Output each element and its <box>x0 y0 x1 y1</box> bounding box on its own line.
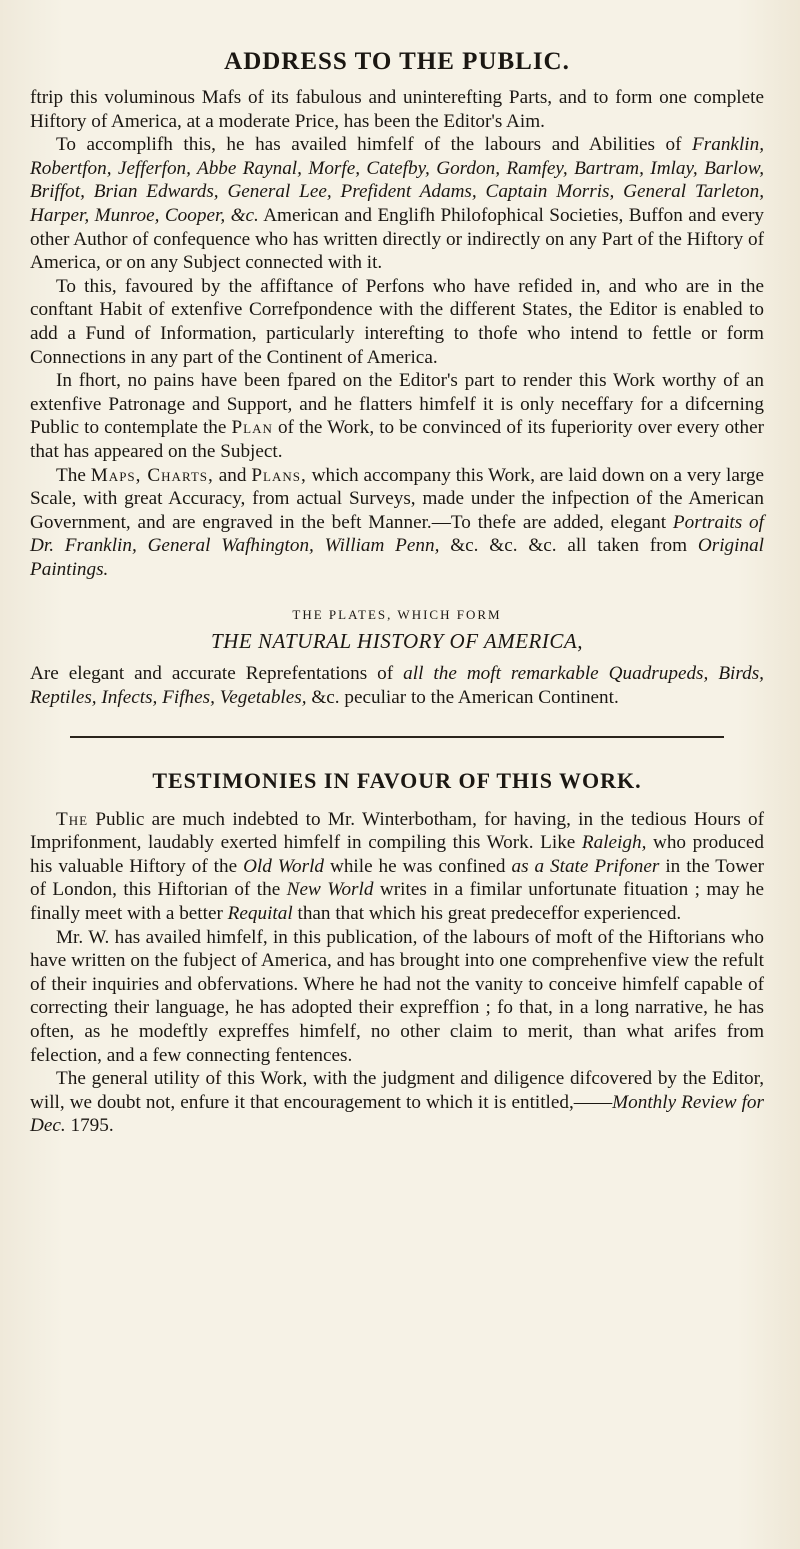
review-year: 1795. <box>65 1115 114 1137</box>
review-source: Monthly Review for Dec. <box>30 1091 764 1137</box>
plan-term: Plan <box>231 417 273 439</box>
testimony-p3-text-a: The general utility of this Work, with the judgment and diligence difcovered by the Editor, will, we doubt not, enfure it that encouragement to which it is entitled,—— <box>30 1068 764 1113</box>
testimony-p1-text-f: than that which his great predeceffor experienced. <box>292 903 682 925</box>
natural-history-title: THE NATURAL HISTORY OF AMERICA, <box>211 629 583 654</box>
address-paragraph-5 <box>30 464 764 582</box>
raleigh-name: Raleigh, <box>581 832 647 854</box>
address-paragraph-2 <box>30 133 764 275</box>
plates-paragraph <box>30 662 764 709</box>
testimony-p2-text: Mr. W. has availed himfelf, in this publication, of the labours of moft of the Hiftorians who have written on the fubject of America, and has brought into one comprehenfive view the refult of their inquiries and obfervations. Where he had not the vanity to conceive himfelf capable of correcting their language, he has adopted their expreffion ; fo that, in a long narrative, he has often, as he modeftly expreffes himfelf, no other claim to merit, than what arifes from felection, and a few connecting fentences. <box>30 926 764 1066</box>
address-paragraph-4 <box>30 369 764 463</box>
testimony-p1-text-d: in the Tower of London, this Hiftorian of the <box>30 855 764 901</box>
author-names: Franklin, Robertfon, Jefferfon, Abbe Raynal, Morfe, Catefby, Gordon, Ramfey, Bartram, Imlay, Barlow, Briffot, Brian Edwards, General Lee, Prefident Adams, Captain Morris, General Tarleton, Harper, Munroe, Cooper, &c. <box>30 134 764 226</box>
plates-heading: THE PLATES, WHICH FORM <box>292 607 502 623</box>
address-p4-text-a: In fhort, no pains have been fpared on the Editor's part to render this Work worthy of an extenfive Patronage and Support, and he flatters himfelf it is only neceffary for a difcerning Public to contemplate the <box>30 370 764 439</box>
original-paintings: Original Paintings. <box>30 535 764 580</box>
maps-charts-term: Maps, Charts, <box>90 464 214 486</box>
address-p3-text: To this, favoured by the affiftance of Perfons who have refided in, and who are in the conftant Habit of extenfive Correfpondence with the different States, the Editor is enabled to add a Fund of Information, particularly interefting to thofe who intend to fettle or form Connections in any part of the Continent of America. <box>30 275 764 368</box>
address-p5-and: and <box>213 464 252 486</box>
address-p5-text-c: &c. &c. &c. all taken from <box>439 535 698 557</box>
testimony-the: The <box>56 808 89 830</box>
testimonies-heading: TESTIMONIES IN FAVOUR OF THIS WORK. <box>152 767 642 793</box>
plates-text-a: Are elegant and accurate Reprefentations of <box>30 663 404 685</box>
section-divider <box>70 736 724 738</box>
plates-species-list: all the moft remarkable Quadrupeds, Birds, Reptiles, Infects, Fifhes, Vegetables, <box>30 663 764 709</box>
address-p5-text-b: which accompany this Work, are laid down on a very large Scale, with great Accuracy, from actual Surveys, made under the infpection of the American Government, and are engraved in the beft Manner.—To thefe are added, elegant <box>30 464 764 533</box>
requital-term: Requital <box>227 903 293 925</box>
address-p2-text-a: To accomplifh this, he has availed himfelf of the labours and Abilities of <box>56 134 693 156</box>
address-paragraph-3 <box>30 275 764 369</box>
portraits-list: Portraits of Dr. Franklin, General Wafhington, William Penn, <box>30 511 764 557</box>
new-world-term: New World <box>286 879 374 901</box>
testimony-p1-text-a: Public are much indebted to Mr. Winterbotham, for having, in the tedious Hours of Imprifonment, laudably exerted himfelf in compiling this Work. Like <box>30 808 764 854</box>
testimony-p1-text-b: who produced his valuable Hiftory of the <box>30 832 765 877</box>
running-head: ADDRESS TO THE PUBLIC. <box>224 48 570 75</box>
testimony-paragraph-1 <box>30 808 764 926</box>
address-p1-text: ftrip this voluminous Mafs of its fabulous and uninterefting Parts, and to form one complete Hiftory of America, at a moderate Price, has been the Editor's Aim. <box>30 87 764 132</box>
address-p5-text-a: The <box>56 464 91 486</box>
testimony-p1-text-c: while he was confined <box>324 855 512 877</box>
testimony-paragraph-3 <box>30 1067 764 1138</box>
address-paragraph-1 <box>30 86 764 133</box>
state-prisoner-term: as a State Prifoner <box>511 855 660 877</box>
testimony-p1-text-e: writes in a fimilar unfortunate fituation ; may he finally meet with a better <box>30 879 764 925</box>
testimony-paragraph-2 <box>30 926 764 1068</box>
address-p4-text-b: of the Work, to be convinced of its fuperiority over every other that has appeared on the Subject. <box>30 417 765 462</box>
address-p2-text-b: American and Englifh Philofophical Societies, Buffon and every other Author of confequence who has written directly or indirectly on any Part of the Hiftory of America, or on any Subject connected with it. <box>30 204 765 274</box>
plates-text-b: &c. peculiar to the American Continent. <box>306 687 619 709</box>
plans-term: Plans, <box>251 464 307 486</box>
old-world-term: Old World <box>243 855 325 877</box>
